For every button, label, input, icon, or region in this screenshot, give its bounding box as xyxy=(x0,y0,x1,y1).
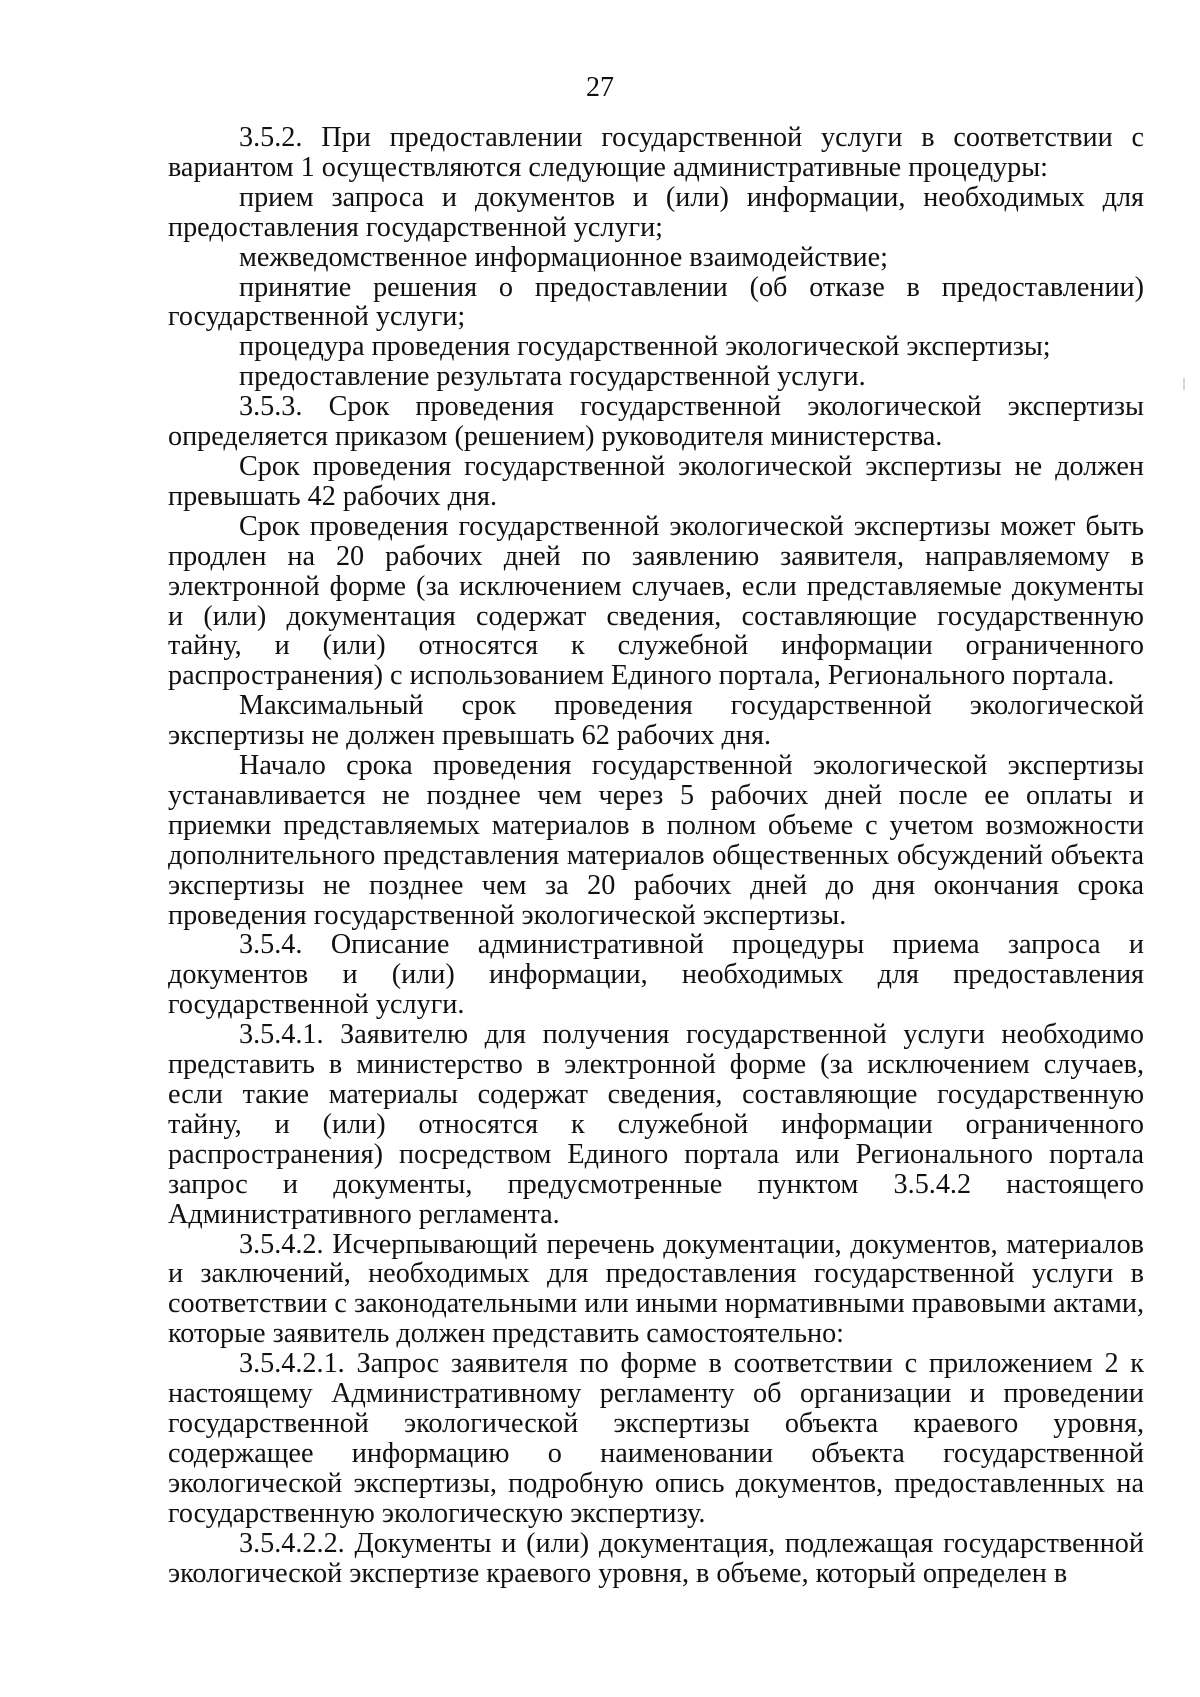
paragraph-3-5-4-1: 3.5.4.1. Заявителю для получения государственной услуги необходимо представить в министерство в электронной форме (за исключением случаев, если такие материалы содержат сведения, составляющие государственную тайну, и (или) относятся к служебной информации ограниченного распространения) посредством Единого портала или Регионального портала запрос и документы, предусмотренные пунктом 3.5.4.2 настоящего Административного регламента. xyxy=(168,1019,1144,1230)
list-item-expertise-procedure: процедура проведения государственной экологической экспертизы; xyxy=(239,331,1051,363)
paragraph-3-5-4: 3.5.4. Описание административной процедуры приема запроса и документов и (или) информации, необходимых для предоставления государственной услуги. xyxy=(168,929,1144,1021)
paragraph-3-5-4-2-2: 3.5.4.2.2. Документы и (или) документация, подлежащая государственной экологической экспертизе краевого уровня, в объеме, который определен в xyxy=(168,1527,1144,1589)
list-item-interagency-interaction: межведомственное информационное взаимодействие; xyxy=(239,241,888,273)
paragraph-3-5-3: 3.5.3. Срок проведения государственной экологической экспертизы определяется приказом (решением) руководителя министерства. xyxy=(168,391,1144,453)
page-number: 27 xyxy=(586,72,614,103)
paragraph-3-5-4-2: 3.5.4.2. Исчерпывающий перечень документации, документов, материалов и заключений, необходимых для предоставления государственной услуги в соответствии с законодательными или иными нормативными правовыми актами, которые заявитель должен представить самостоятельно: xyxy=(168,1228,1144,1350)
list-item-result-provision: предоставление результата государственной услуги. xyxy=(239,361,866,393)
list-item-decision: принятие решения о предоставлении (об отказе в предоставлении) государственной услуги; xyxy=(168,271,1144,333)
paragraph-term-extension: Срок проведения государственной экологической экспертизы может быть продлен на 20 рабочих дней по заявлению заявителя, направляемому в электронной форме (за исключением случаев, если представляемые документы и (или) документация содержат сведения, составляющие государственную тайну, и (или) относятся к служебной информации ограниченного распространения) с использованием Единого портала, Регионального портала. xyxy=(168,510,1144,692)
paragraph-term-start: Начало срока проведения государственной экологической экспертизы устанавливается не позднее чем через 5 рабочих дней после ее оплаты и приемки представляемых материалов в полном объеме с учетом возможности дополнительного представления материалов общественных обсуждений объекта экспертизы не позднее чем за 20 рабочих дней до дня окончания срока проведения государственной экологической экспертизы. xyxy=(168,750,1144,931)
paragraph-3-5-4-2-1: 3.5.4.2.1. Запрос заявителя по форме в соответствии с приложением 2 к настоящему Административному регламенту об организации и проведении государственной экологической экспертизы объекта краевого уровня, содержащее информацию о наименовании объекта государственной экологической экспертизы, подробную опись документов, предоставленных на государственную экологическую экспертизу. xyxy=(168,1348,1144,1529)
document-body xyxy=(168,123,1144,1588)
paragraph-term-42-days: Срок проведения государственной экологической экспертизы не должен превышать 42 рабочих дня. xyxy=(168,450,1144,512)
paragraph-3-5-2: 3.5.2. При предоставлении государственной услуги в соответствии с вариантом 1 осуществляются следующие административные процедуры: xyxy=(168,122,1144,183)
paragraph-max-term: Максимальный срок проведения государственной экологической экспертизы не должен превышать 62 рабочих дня. xyxy=(168,690,1144,752)
list-item-request-intake: прием запроса и документов и (или) информации, необходимых для предоставления государственной услуги; xyxy=(168,181,1144,243)
scan-artifact xyxy=(1183,378,1185,390)
